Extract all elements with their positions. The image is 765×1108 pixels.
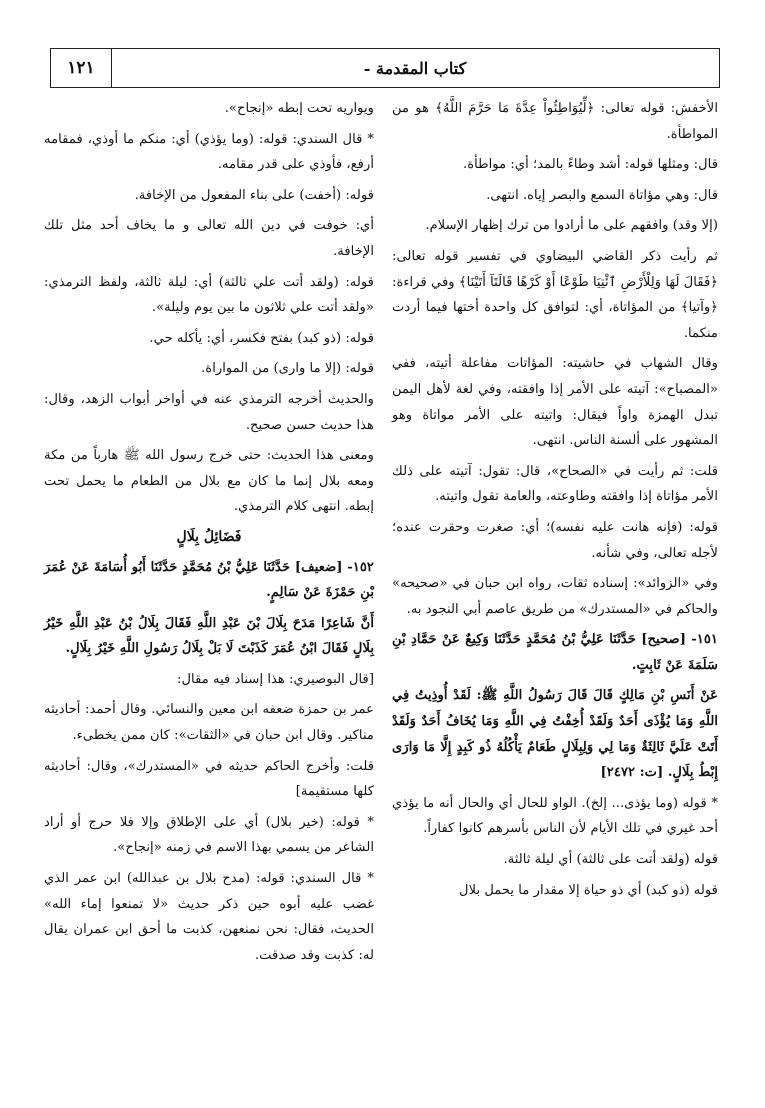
paragraph: [قال البوصيري: هذا إسناد فيه مقال: bbox=[177, 671, 374, 687]
paragraph: قلت: ثم رأيت في «الصحاح»، قال: تقول: آتيته على ذلك الأمر مؤاتاة إذا وافقته وطاوعته، والعامة تقول واتيته. bbox=[392, 463, 718, 505]
paragraph: قلت: وأخرج الحاكم حديثه في «المستدرك»، وقال: أحاديثه كلها مستقيمة] bbox=[44, 758, 374, 800]
paragraph: قوله (ذو كبد) أي ذو حياة إلا مقدار ما يحمل بلال bbox=[459, 882, 718, 898]
paragraph: قوله: (إلا ما وارى) من المواراة. bbox=[201, 361, 374, 377]
paragraph: (إلا وقد) وافقهم على ما أرادوا من ترك إظهار الإسلام. bbox=[425, 218, 718, 234]
paragraph: قوله: (فإنه هانت عليه نفسه)؛ أي: صغرت وحقرت عنده؛ لأجله تعالى، وفي شأنه. bbox=[392, 519, 718, 561]
paragraph: أي: خوفت في دين الله تعالى و ما يخاف أحد مثل تلك الإخافة. bbox=[44, 218, 374, 259]
paragraph: وفي «الزوائد»: إسناده ثقات، رواه ابن حبان في «صحيحه» والحاكم في «المستدرك» من طريق عاصم أبي النجود به. bbox=[392, 576, 718, 617]
hadith-chain: ١٥١- [صحيح] حَدَّثَنَا عَلِيُّ بْنُ مُحَمَّدٍ حَدَّثَنَا وَكِيعٌ عَنْ حَمَّادِ بْنِ سَلَمَةَ عَنْ ثَابِتٍ. bbox=[392, 632, 718, 673]
paragraph: وقال الشهاب في حاشيته: المؤاتات مفاعلة أتيته، ففي «المصباح»: آتيته على الأمر إذا وافقته، وفي لغة لأهل اليمن تبدل الهمزة واواً فيقال: واتيته على الأمر مواتاة وهو المشهور على ألسنة الناس. انتهى. bbox=[392, 356, 718, 449]
paragraph: قوله: (ذو كبد) بفتح فكسر، أي: يأكله حي. bbox=[149, 330, 374, 346]
page-header bbox=[50, 48, 720, 88]
paragraph: ويواريه تحت إبطه «إنجاح». bbox=[224, 101, 374, 116]
hadith-chain: ١٥٢- [ضعيف] حَدَّثَنَا عَلِيُّ بْنُ مُحَمَّدٍ حَدَّثَنَا أَبُو أُسَامَةَ عَنْ عُمَرَ بْنِ حَمْزَةَ عَنْ سَالِمٍ. bbox=[44, 559, 374, 601]
paragraph: * قال السندي: قوله: (وما يؤذي) أي: منكم ما أوذي، فمقامه أرفع، فأوذي على قدر مقامه. bbox=[44, 131, 374, 173]
paragraph: قوله: (أخفت) على بناء المفعول من الإخافة. bbox=[134, 187, 374, 203]
paragraph: * قوله (وما يؤذى... إلخ). الواو للحال أي والحال أنه ما يؤذي أحد غيري في تلك الأيام لأن الناس بأسرهم كانوا كفاراً. bbox=[392, 795, 718, 837]
right-column bbox=[392, 96, 718, 908]
paragraph: قال: وهي مؤاتاة السمع والبصر إياه. انتهى. bbox=[486, 187, 718, 203]
paragraph: ثم رأيت ذكر القاضي البيضاوي في تفسير قوله تعالى: ﴿فَقَالَ لَهَا وَلِلْأَرْضِ ٱئْتِيَا طَوْعًا أَوْ كَرْهًا قَالَتَآ أَتَيْنَا﴾ وفي قراءة: ﴿وآتيا﴾ من المؤاتاة، أي: لتوافق كل واحدة أختها فيما أردت منكما. bbox=[392, 248, 718, 341]
paragraph: والحديث أخرجه الترمذي عنه في أواخر أبواب الزهد، وقال: هذا حديث حسن صحيح. bbox=[44, 391, 374, 433]
paragraph: * قال السندي: قوله: (مدح بلال بن عبدالله) ابن عمر الذي غضب عليه أبوه حين ذكر حديث «لا تمنعوا إماء الله» الحديث، فقال: نحن نمنعهن، كذبت ما أحق ابن عمران يقال له: كذبت وقد صدقت. bbox=[44, 871, 374, 963]
paragraph: الأخفش: قوله تعالى: ﴿لِّيُوَاطِئُواْ عِدَّةَ مَا حَرَّمَ اللَّهُ﴾ هو من المواطأة. bbox=[392, 101, 718, 142]
hadith-text: أَنَّ شَاعِرًا مَدَحَ بِلَالَ بْنَ عَبْدِ اللَّهِ فَقَالَ بِلَالُ بْنُ عَبْدِ اللَّهِ خَيْرُ بِلَالٍ فَقَالَ ابْنُ عُمَرَ كَذَبْتَ لَا بَلْ بِلَالُ رَسُولِ اللَّهِ خَيْرُ بِلَالٍ. bbox=[44, 615, 374, 657]
chapter-title: - كتاب المقدمة bbox=[363, 58, 467, 78]
paragraph: قال: ومثلها قوله: أشد وطاءً بالمد؛ أي: مواطأة. bbox=[463, 157, 718, 173]
paragraph: قوله (ولقد أتت على ثالثة) أي ليلة ثالثة. bbox=[503, 852, 718, 868]
paragraph: * قوله: (خير بلال) أي على الإطلاق وإلا فلا حرج أو أراد الشاعر من يسمي بهذا الاسم في زمنه «إنجاح». bbox=[44, 814, 374, 856]
section-heading: فَضَائِلُ بِلَالٍ bbox=[176, 528, 242, 545]
paragraph: عمر بن حمزة ضعفه ابن معين والنسائي. وقال أحمد: أحاديثه مناكير. وقال ابن حبان في «الثقات»: كان ممن يخطىء. bbox=[44, 702, 374, 744]
hadith-text: عَنْ أَنَسِ بْنِ مَالِكٍ قَالَ قَالَ رَسُولُ اللَّهِ ﷺ: لَقَدْ أُوذِيتُ فِي اللَّهِ وَمَا يُؤْذَى أَحَدٌ وَلَقَدْ أُخِفْتُ فِي اللَّهِ وَمَا يُخَافُ أَحَدٌ وَلَقَدْ أَتَتْ عَلَيَّ ثَالِثَةٌ وَمَا لِي وَلِبِلَالٍ طَعَامٌ يَأْكُلُهُ ذُو كَبِدٍ إِلَّا مَا وَارَى إِبْطُ بِلَالٍ. [ت: ٢٤٧٢] bbox=[392, 688, 718, 781]
page-number: ١٢١ bbox=[51, 49, 112, 87]
paragraph: قوله: (ولقد أتت علي ثالثة) أي: ليلة ثالثة، ولفظ الترمذي: «ولقد أتت علي ثلاثون ما بين يوم وليلة». bbox=[44, 274, 374, 316]
paragraph: ومعنى هذا الحديث: حتى خرج رسول الله ﷺ هارباً من مكة ومعه بلال إنما ما كان مع بلال من الطعام ما يحمل تحت إبطه. انتهى كلام الترمذي. bbox=[44, 448, 374, 515]
left-column bbox=[44, 96, 374, 973]
